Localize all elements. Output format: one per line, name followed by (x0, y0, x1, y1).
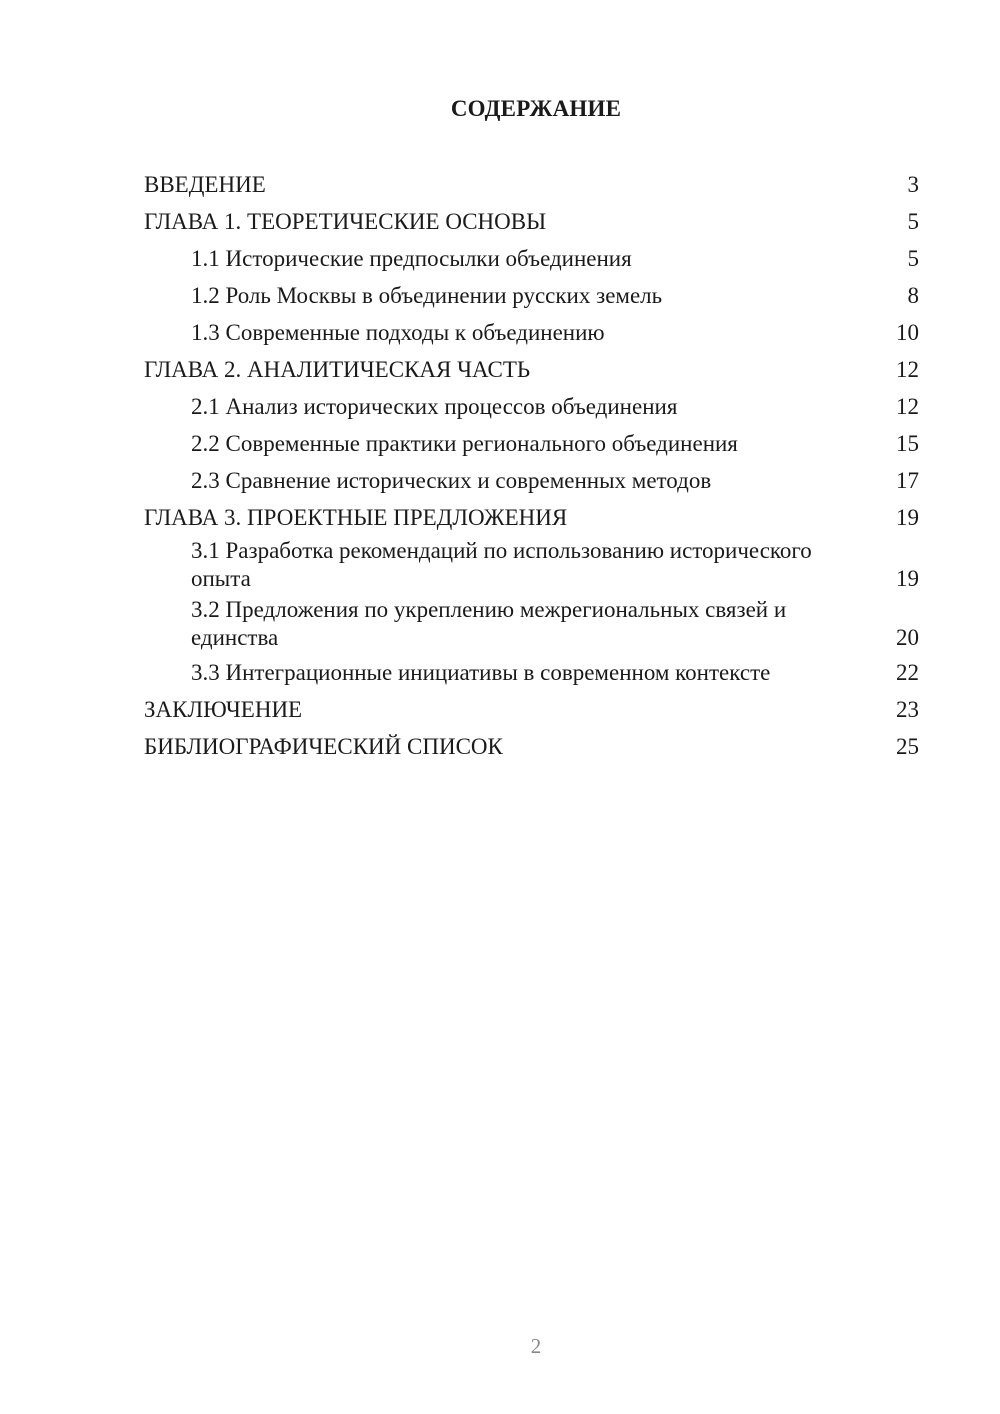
toc-entry-label: ГЛАВА 3. ПРОЕКТНЫЕ ПРЕДЛОЖЕНИЯ (144, 504, 568, 530)
toc-entry-label: ГЛАВА 2. АНАЛИТИЧЕСКАЯ ЧАСТЬ (144, 356, 531, 382)
toc-entry-label: 3.3 Интеграционные инициативы в современном контексте (191, 659, 771, 685)
toc-entry-label: 2.3 Сравнение исторических и современных методов (191, 467, 712, 493)
toc-entry-label: 2.1 Анализ исторических процессов объединения (191, 393, 678, 419)
toc-entry-page: 25 (896, 733, 919, 759)
page-title: СОДЕРЖАНИЕ (450, 96, 622, 121)
toc-entry-page: 20 (896, 625, 919, 650)
page-number: 2 (530, 1334, 542, 1358)
toc-entry-label: ЗАКЛЮЧЕНИЕ (144, 696, 303, 722)
toc-entry-label: 3.2 Предложения по укреплению межрегиональных связей и единства (191, 597, 787, 650)
toc-entry-page: 8 (907, 282, 919, 308)
toc-entry-page: 10 (896, 319, 919, 345)
toc-entry-page: 3 (907, 171, 919, 197)
toc-entry-page: 12 (896, 393, 919, 419)
toc-entry-page: 23 (896, 696, 919, 722)
toc-entry-label: БИБЛИОГРАФИЧЕСКИЙ СПИСОК (144, 733, 503, 759)
toc-entry-section-3-3 (144, 654, 919, 691)
toc-entry-bibliography (144, 728, 919, 765)
toc-entry-introduction (144, 166, 919, 203)
toc-entry-chapter-2 (144, 351, 919, 388)
toc-entry-label: 2.2 Современные практики регионального объединения (191, 430, 738, 456)
toc-entry-section-3-2 (144, 595, 919, 654)
toc-entry-conclusion (144, 691, 919, 728)
toc-entry-chapter-1 (144, 203, 919, 240)
toc-entry-label: ГЛАВА 1. ТЕОРЕТИЧЕСКИЕ ОСНОВЫ (144, 208, 547, 234)
toc-entry-page: 5 (907, 245, 919, 271)
toc-entry-section-2-2 (144, 425, 919, 462)
toc-entry-label: 1.1 Исторические предпосылки объединения (191, 245, 632, 271)
toc-entry-page: 22 (896, 659, 919, 685)
toc-entry-page: 12 (896, 356, 919, 382)
toc-entry-page: 19 (896, 566, 919, 591)
toc-entry-section-2-1 (144, 388, 919, 425)
toc-entry-section-1-1 (144, 240, 919, 277)
toc-entry-label: 1.3 Современные подходы к объединению (191, 319, 605, 345)
toc-entry-section-3-1 (144, 536, 919, 595)
toc-entry-page: 15 (896, 430, 919, 456)
toc-entry-page: 17 (896, 467, 919, 493)
toc-entry-label: ВВЕДЕНИЕ (144, 171, 266, 197)
toc-entry-section-1-3 (144, 314, 919, 351)
toc-entry-section-2-3 (144, 462, 919, 499)
toc-entry-chapter-3 (144, 499, 919, 536)
toc-entry-label: 1.2 Роль Москвы в объединении русских земель (191, 282, 663, 308)
toc-entry-section-1-2 (144, 277, 919, 314)
toc-entry-label: 3.1 Разработка рекомендаций по использованию исторического опыта (191, 538, 812, 591)
toc-entry-page: 5 (907, 208, 919, 234)
table-of-contents (144, 166, 919, 765)
toc-entry-page: 19 (896, 504, 919, 530)
